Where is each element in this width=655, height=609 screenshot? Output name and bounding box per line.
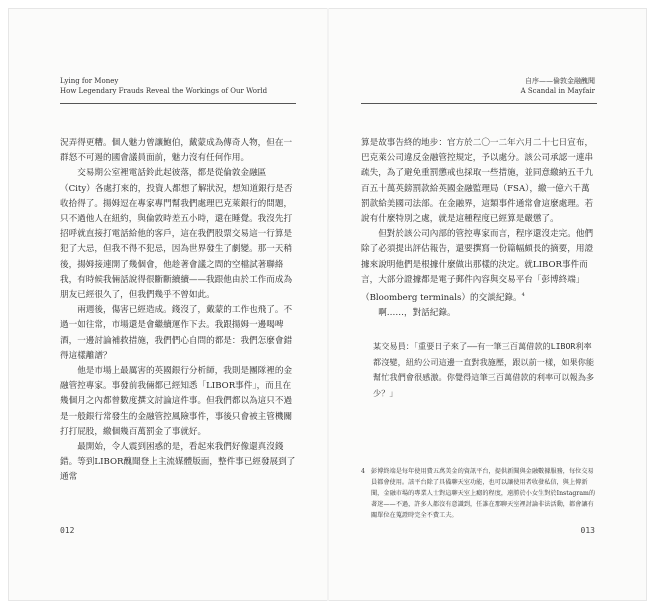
left-page: [8, 8, 327, 601]
left-page-body: [60, 136, 296, 486]
paragraph: [361, 227, 597, 306]
book-spread: [8, 8, 647, 601]
paragraph: 啊……，對話紀錄。: [378, 308, 456, 319]
paragraph: 最開始，令人震到困惑的是，看起來我們好像還真沒錢錯。等到LIBOR醜聞登上主流媒體版面，整件事已經發展到了通常: [60, 442, 296, 483]
paragraph: 交易期公室裡電話鈴此起彼落，都是從倫敦金融區（City）各處打來的，投資人都想了解狀況，想知道銀行是否收拾得了。揚姆逗在專家專門幫我們處理巴克萊銀行的問題，只不過他人在紐約，與倫敦時差五小時，還在睡覺。我沒先打招呼就直接打電話給他的客戶，這在我們股票交易這一行算是犯了大忌，但我不得不犯忌，因為世界發生了劇變。那一天稍後，揚姆接連開了幾個會，他趁著會議之間的空檔試著聯絡我，有時候我倆話說得很斷斷續續——我跟他由於工作而成為朋友已經很久了，但我們幾乎不曾如此。: [60, 168, 293, 301]
footnote-marker: 4: [521, 292, 525, 299]
page-number-right: 013: [580, 526, 595, 535]
chapter-subtitle: A Scandal in Mayfair: [520, 87, 595, 95]
paragraph-text: 但對於該公司內部的管控專家而言，程序還沒走完。他們除了必須提出評估報告，還要撰寫一份篇幅頗長的摘要，用證據來說明他們是根據什麼做出那樣的決定。就LIBOR事件而言，大部分證據都是電子郵件內容與交易平台「彭博終端」（Bloomberg terminals）的交談紀錄。: [361, 229, 594, 303]
book-subtitle: How Legendary Frauds Reveal the Workings of Our World: [60, 87, 268, 95]
paragraph: 算是故事告終的地步：官方於二〇一二年六月二十七日宣布，巴克萊公司違反金融管控規定，予以處分。該公司承認一連串疏失，為了避免重罰懲戒也採取一些措施，並同意繳納五千九百五十萬英鎊罰款給英國金融監理局（FSA），繳一億六千萬罰款給美國司法部。在金融界，這類事件通常會這麼處理。若說有什麼特別之處，就是這種程度已經算是嚴懲了。: [361, 138, 594, 225]
chat-log-quote: 某交易員：「重要日子來了——有一筆三百萬借款的LIBOR利率都沒變，紐約公司這邊一直對我施壓，跟以前一樣，如果你能幫忙我們會很感激。你覺得這筆三百萬借款的利率可以報為多少？」: [373, 341, 595, 398]
running-header-left: [60, 76, 267, 96]
paragraph: 況弄得更糟。個人魅力曾讓鮑伯，戴蒙成為傳奇人物，但在一群怒不可遏的國會議員面前，魅力沒有任何作用。: [60, 138, 293, 164]
header-rule-right: [361, 103, 597, 104]
header-rule-left: [60, 103, 296, 104]
footnote-number: 4: [361, 468, 365, 475]
page-number-left: 012: [60, 526, 75, 535]
book-title: Lying for Money: [60, 77, 119, 85]
footnote-text: 彭博終端是每年使用費五萬美金的資訊平台，提供新聞與金融數據服務，每位交易員都會使用。該平台除了具備聊天室功能，也可以讓使用者收發私信，與上傳新聞，金融市場的專業人士對這聊天室上癮的程度，遠勝於小女生對於Instagram的著迷——不過，許多人都沒有意識到，任誰在那聊天室裡討論非法活動，都會讓有關單位在蒐證時完全不費工夫。: [371, 468, 596, 519]
paragraph: 兩週後，傷害已經造成。錢沒了，戴蒙的工作也飛了。不過一如往常，市場還是會繼續運作下去。我跟揚姆一邊喝啤酒，一邊討論補救措施，我們們心自問的都是：我們怎麼會錯得這樣離譜？: [60, 305, 293, 361]
right-page-body: [361, 136, 597, 401]
right-page: [329, 8, 647, 601]
chapter-title: 自序——倫敦金融醜聞: [525, 77, 595, 85]
running-header-right: [521, 76, 595, 96]
paragraph: 他是市場上最厲害的英國銀行分析師，我則是團隊裡的金融管控專家。事發前我倆都已經知悉「LIBOR事件」，而且在幾個月之內都曾數度撰文討論這件事。但我們都以為這只不過是一般銀行常發生的金融管控風險事件，事後只會被主管機關打打屁股，繳個幾百萬罰金了事就好。: [60, 366, 293, 437]
footnote: [361, 466, 597, 521]
